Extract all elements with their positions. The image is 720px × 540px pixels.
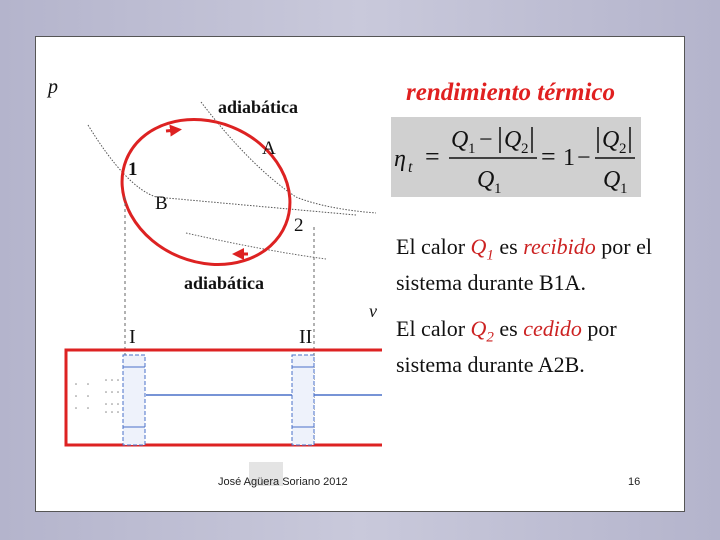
slide [35, 36, 685, 512]
cycle-arrow-top [166, 130, 176, 131]
reservoir-label-ii: II [299, 326, 313, 348]
point-b-label: B [155, 193, 168, 214]
para2-mid: es [493, 316, 524, 341]
para1-verb: recibido [523, 234, 596, 259]
footer-author: José Agüera Soriano 2012 [218, 476, 348, 488]
formula-svg [391, 117, 641, 197]
para1-q-letter: Q [470, 234, 487, 259]
minus-2: − [577, 145, 591, 171]
para1-mid: es [493, 234, 524, 259]
point-2-label: 2 [294, 215, 304, 236]
paragraph-heat-received [396, 233, 681, 296]
eta-subscript: t [408, 159, 413, 176]
section-title: rendimiento térmico [406, 79, 616, 106]
frac1-den-q1-sub: 1 [494, 181, 502, 197]
frac2-den-q1-sub: 1 [620, 181, 628, 197]
reservoir-label-i: I [129, 326, 136, 348]
cylinder-frame [66, 350, 382, 445]
frac1-q2: Q [504, 127, 522, 153]
para1-rest: por el sistema durante B1A. [396, 234, 652, 296]
paragraph-heat-ceded [396, 315, 681, 378]
para2-q-sub: 2 [486, 329, 494, 346]
frac1-den-q1: Q [477, 167, 495, 193]
para2-q-letter: Q [470, 316, 487, 341]
para1-q [470, 234, 494, 264]
piston-ii [292, 355, 314, 445]
one: 1 [563, 145, 575, 171]
v-axis-label: v [369, 301, 377, 321]
footer-page-number: 16 [628, 476, 641, 488]
thermal-cycle [100, 95, 312, 289]
frac1-q1: Q [451, 127, 469, 153]
para1-prefix: El calor [396, 234, 471, 259]
para1-q-sub: 1 [486, 247, 494, 264]
frac1-q2-sub: 2 [521, 141, 529, 157]
eta-symbol: η [394, 146, 406, 172]
p-axis-label: p [48, 76, 58, 98]
gas-particles [75, 379, 119, 413]
para2-verb: cedido [523, 316, 582, 341]
frac1-minus: − [479, 127, 493, 153]
equals-2: = [541, 142, 556, 171]
para2-rest: por sistema durante A2B. [396, 316, 617, 378]
frac2-den-q1: Q [603, 167, 621, 193]
para2-q [470, 316, 494, 346]
piston-i [123, 355, 145, 445]
equals-1: = [425, 142, 440, 171]
para2-prefix: El calor [396, 316, 471, 341]
adiabatic-label-bottom: adiabática [184, 273, 265, 293]
efficiency-formula [391, 117, 641, 197]
frac2-q2: Q [602, 127, 620, 153]
frac2-q2-sub: 2 [619, 141, 627, 157]
frac1-q1-sub: 1 [468, 141, 476, 157]
point-1-label: 1 [128, 159, 138, 180]
adiabatic-label-top: adiabática [218, 97, 299, 117]
point-a-label: A [262, 138, 276, 159]
